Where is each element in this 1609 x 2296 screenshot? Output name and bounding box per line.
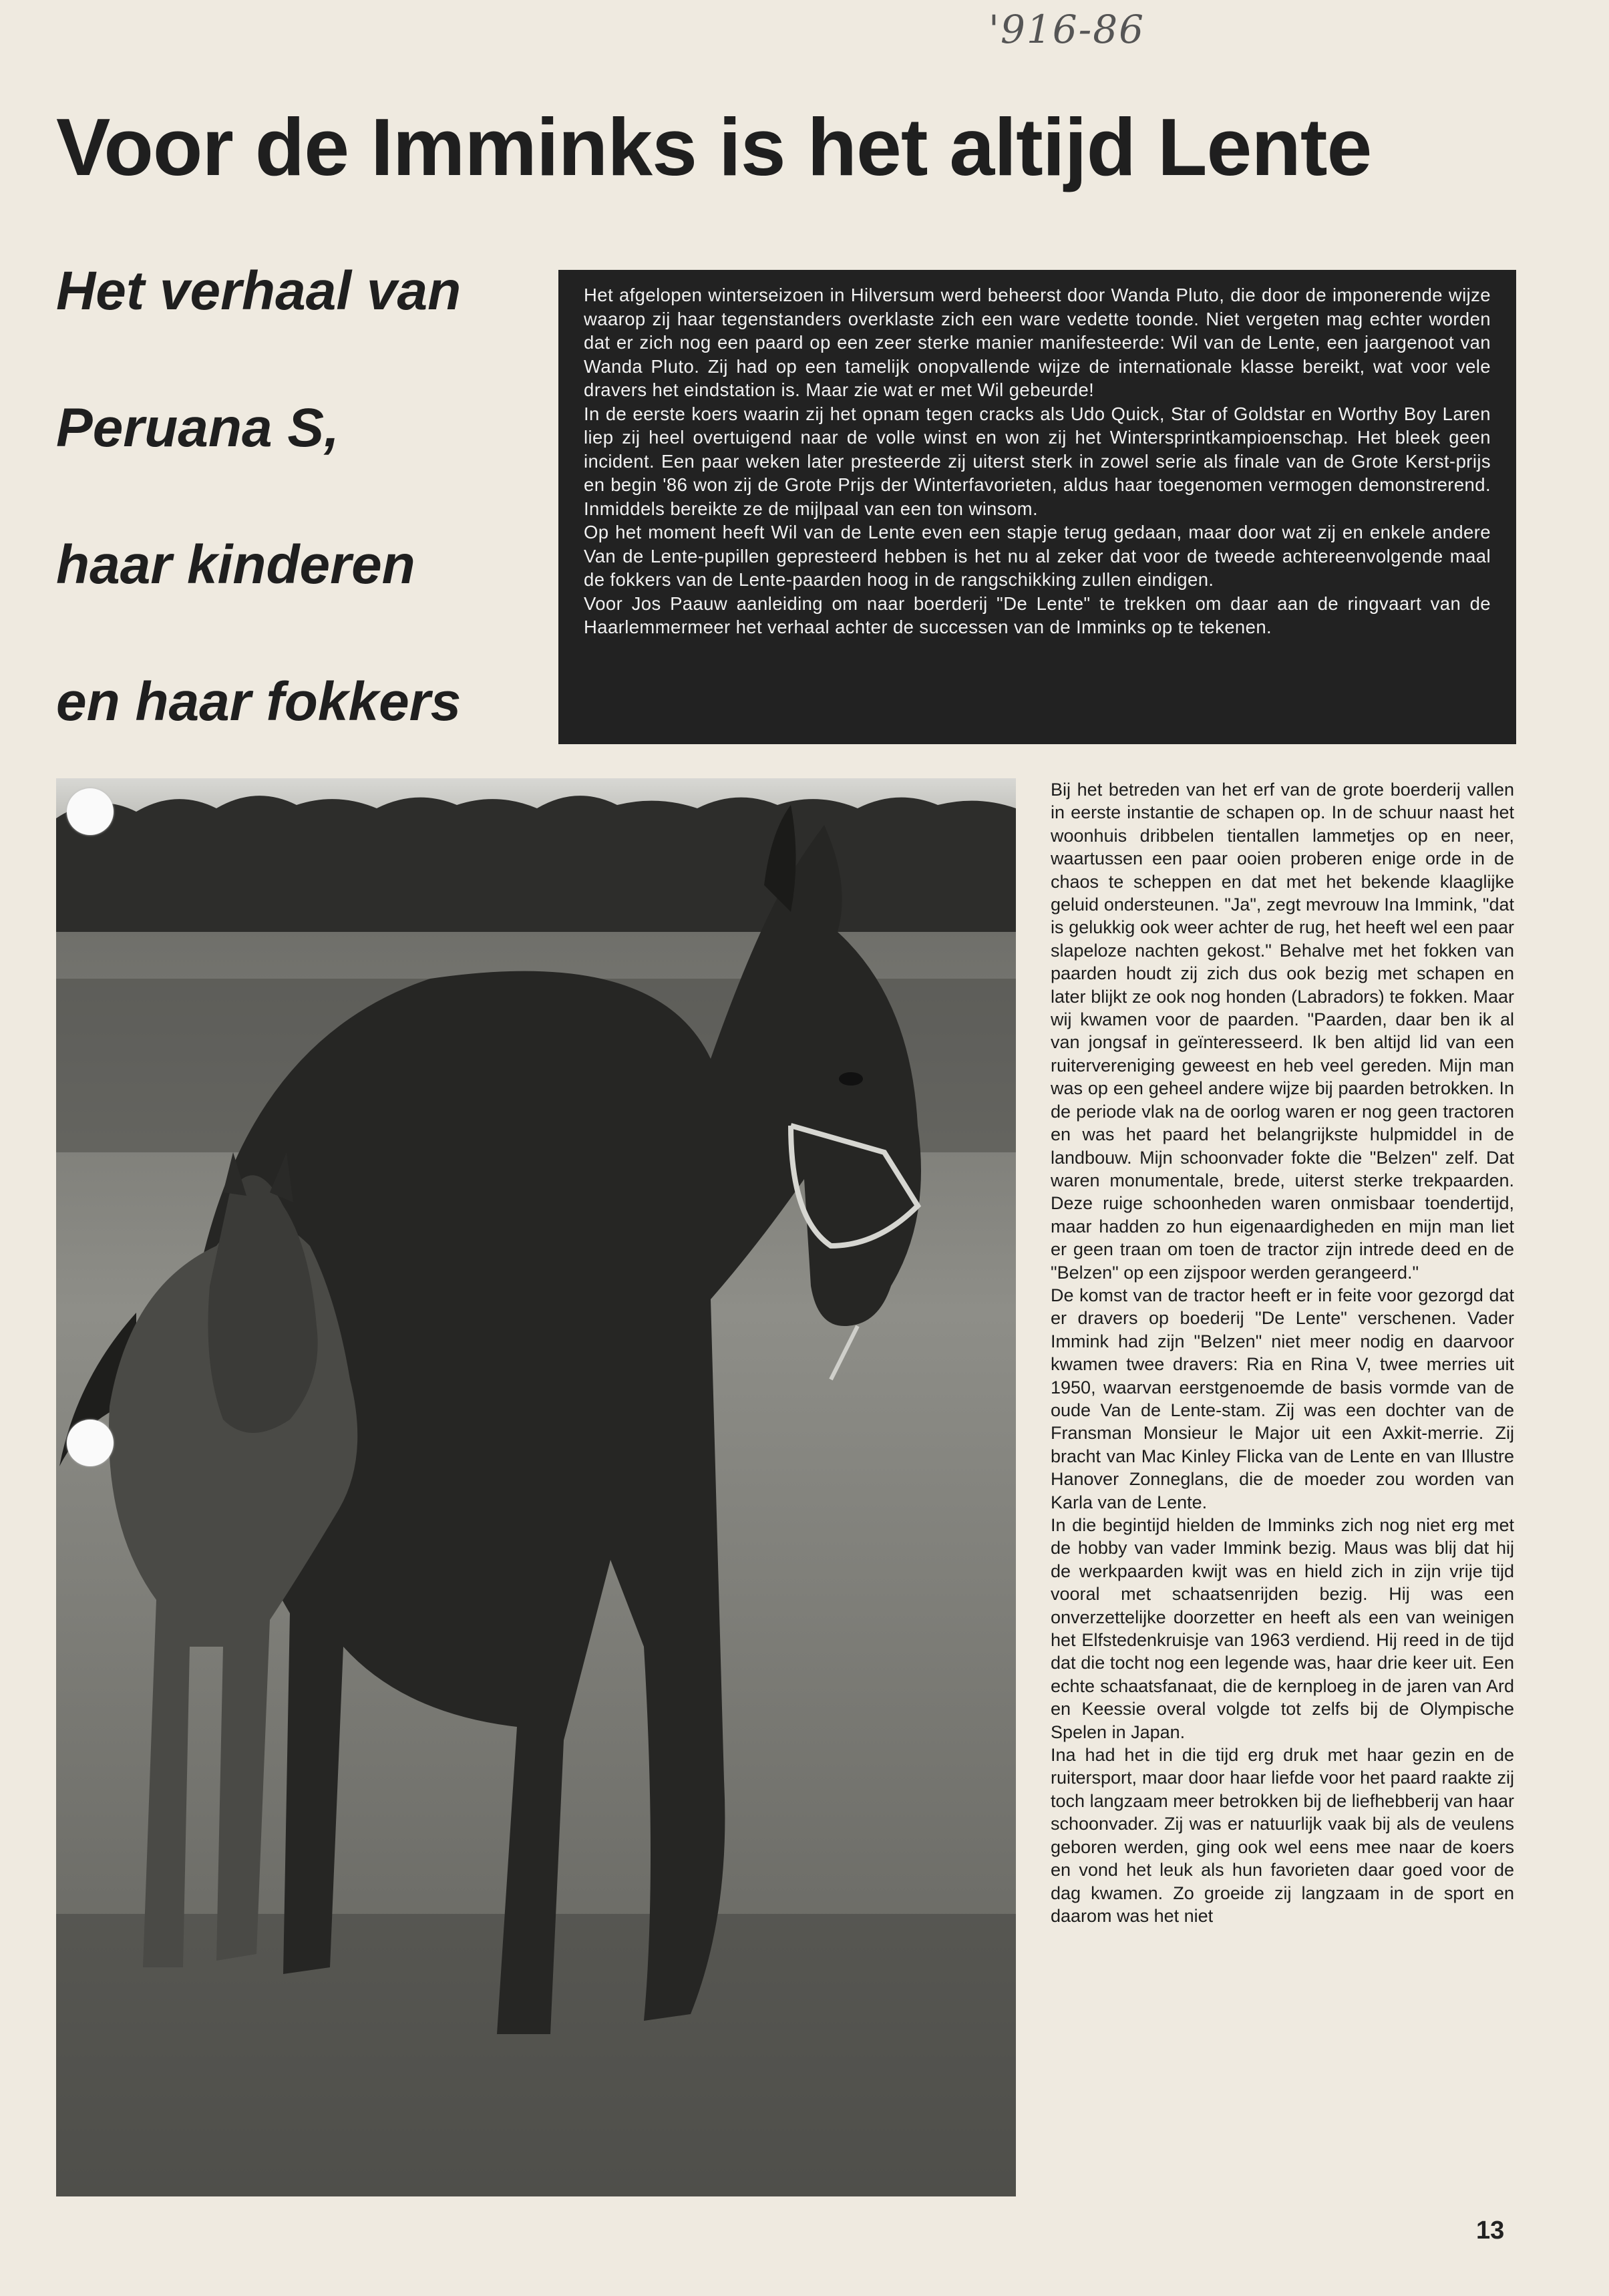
punch-hole — [67, 1420, 114, 1466]
body-paragraph: In die begintijd hielden de Imminks zich nog niet erg met de hobby van vader Immink bezig. Maus was blij dat hij de werkpaarden kwijt was en hield zich in zijn vrije tijd vooral met schaatsenrijden bezig. Hij was een onverzettelijke doorzetter en heeft als een van weinigen het Elfstedenkruisje van 1963 verdiend. Hij reed in de tijd dat die tocht nog een legende was, haar drie keer uit. Een echte schaatsfanaat, die de kernploeg in de jaren van Ard en Keessie overal volgde tot zelfs bij de Olympische Spelen in Japan. — [1051, 1515, 1514, 1742]
page-title: Voor de Imminks is het altijd Lente — [56, 102, 1372, 192]
subtitle-line: haar kinderen — [56, 534, 415, 595]
intro-paragraph: Het afgelopen winterseizoen in Hilversum werd beheerst door Wanda Pluto, die door de imponerende wijze waarop zij haar tegenstanders overklaste zich een ware vedette toonde. Niet vergeten mag echter worden dat er zich nog een paard op een zeer sterke manier manifesteerde: Wil van de Lente, een jaargenoot van Wanda Pluto. Zij had op een tamelijk onopvallende wijze de internationale klasse bereikt, wat voor vele dravers het eindstation is. Maar zie wat er met Wil gebeurde! — [584, 285, 1491, 400]
body-paragraph: De komst van de tractor heeft er in feite voor gezorgd dat er dravers op boederij "De Lente" verschenen. Vader Immink had zijn "Belzen" niet meer nodig en daarvoor kwamen twee dravers: Ria en Rina V, twee merries uit 1950, waarvan eerstgenoemde de basis vormde van de oude Van de Lente-stam. Zij was een dochter van de Fransman Monsieur le Major uit een Axkit-merrie. Zij bracht van Mac Kinley Flicka van de Lente en van Illustre Hanover Zonneglans, die de moeder zou worden van Karla van de Lente. — [1051, 1285, 1514, 1512]
page-number: 13 — [1476, 2217, 1505, 2245]
intro-box — [558, 270, 1516, 744]
punch-hole — [67, 788, 114, 835]
horse-photo — [56, 778, 1016, 2196]
body-paragraph: Ina had het in die tijd erg druk met haar gezin en de ruitersport, maar door haar liefde voor het paard raakte zij toch langzaam meer betrokken bij de liefhebberij van haar schoonvader. Zij was er natuurlijk vaak bij als de veulens geboren werden, ging ook wel eens mee naar de koers en vond het leuk als hun favorieten daar goed voor de dag kwamen. Zo groeide zij langzaam in de sport en daarom was het niet — [1051, 1745, 1514, 1926]
subtitle — [56, 261, 537, 812]
subtitle-line: Peruana S, — [56, 397, 339, 458]
intro-paragraph: Op het moment heeft Wil van de Lente even een stapje terug gedaan, maar door wat zij en enkele andere Van de Lente-pupillen gepresteerd hebben is het nu al zeker dat voor de tweede achtereenvolgende maal de fokkers van de Lente-paarden hoog in de rangschikking zullen eindigen. — [584, 522, 1491, 590]
subtitle-line: Het verhaal van — [56, 261, 462, 321]
intro-paragraph: Voor Jos Paauw aanleiding om naar boerderij "De Lente" te trekken om daar aan de ringvaart van de Haarlemmermeer het verhaal achter de successen van de Imminks op te tekenen. — [584, 593, 1491, 637]
handwritten-annotation: '916-86 — [989, 7, 1145, 52]
subtitle-line: en haar fokkers — [56, 671, 462, 732]
intro-paragraph: In de eerste koers waarin zij het opnam tegen cracks als Udo Quick, Star of Goldstar en Worthy Boy Laren liep zij heel overtuigend naar de volle winst en won zij het Wintersprintkampioenschap. Het bleek geen incident. Een paar weken later presteerde zij uiterst sterk in zowel serie als finale van de Grote Kerst-prijs en begin '86 won zij de Grote Prijs der Winterfavorieten, aldus haar toegenomen vermogen demonstrerend. Inmiddels bereikte ze de mijlpaal van een ton winsom. — [584, 403, 1491, 519]
body-paragraph: Bij het betreden van het erf van de grote boerderij vallen in eerste instantie de schapen op. In de schuur naast het woonhuis dribbelen tientallen lammetjes op en neer, waartussen een paar ooien proberen enige orde in de chaos te scheppen en dat met het bekende klaaglijke geluid ondersteunen. "Ja", zegt mevrouw Ina Immink, "dat is gelukkig ook weer achter de rug, het heeft wel een paar slapeloze nachten gekost." Behalve met het fokken van paarden houdt zij zich dus ook bezig met schapen en later blijkt ze ook nog honden (Labradors) te fokken. Maar wij kwamen voor de paarden. "Paarden, daar ben ik al van jongsaf in geïnteresseerd. Ik ben altijd lid van een ruitervereniging geweest en heb veel gereden. Mijn man was op een geheel andere wijze bij paarden betrokken. In de periode vlak na de oorlog waren er nog geen tractoren en was het paard het belangrijkste hulpmiddel in de landbouw. Mijn schoonvader fokte die "Belzen" zelf. Dat waren monumentale, brede, uiterst sterke trekpaarden. Deze ruige schoonheden waren onmisbaar toendertijd, maar hadden zo hun eigenaardigheden en mijn man liet er geen traan om toen de tractor zijn intrede deed en de "Belzen" op een zijspoor werden gerangeerd." — [1051, 780, 1514, 1283]
article-body — [1051, 778, 1514, 1927]
